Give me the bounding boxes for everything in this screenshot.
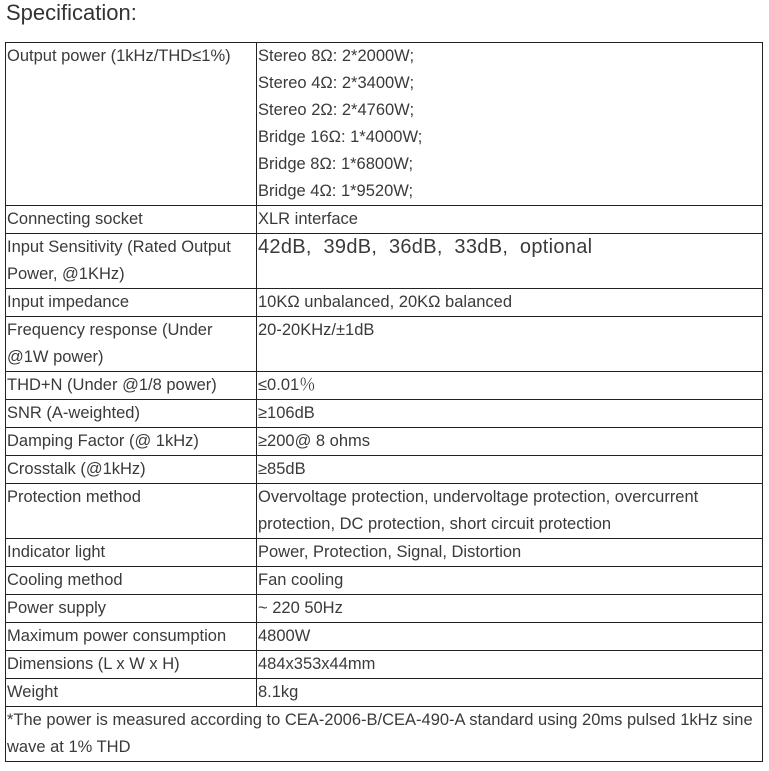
table-row [6, 707, 763, 762]
table-row [6, 567, 763, 595]
table-row [6, 679, 763, 707]
footnote: *The power is measured according to CEA-2006-B/CEA-490-A standard using 20ms pulsed 1kHz sine wave at 1% THD [6, 707, 763, 762]
spec-label-output-power: Output power (1kHz/THD≤1%) [6, 43, 257, 206]
spec-value: ≥106dB [257, 400, 763, 428]
spec-label: Cooling method [6, 567, 257, 595]
spec-label: Power supply [6, 595, 257, 623]
spec-label: Damping Factor (@ 1kHz) [6, 428, 257, 456]
spec-value-output-power [257, 43, 763, 206]
table-row [6, 651, 763, 679]
spec-label: Frequency response (Under @1W power) [6, 317, 257, 372]
spec-label: Indicator light [6, 539, 257, 567]
table-row [6, 623, 763, 651]
output-power-line: Bridge 16Ω: 1*4000W; [258, 128, 423, 146]
spec-label: Input impedance [6, 289, 257, 317]
output-power-line: Stereo 4Ω: 2*3400W; [258, 74, 415, 92]
spec-value: 20-20KHz/±1dB [257, 317, 763, 372]
spec-label: THD+N (Under @1/8 power) [6, 372, 257, 400]
table-row [6, 539, 763, 567]
spec-value: Overvoltage protection, undervoltage protection, overcurrent protection, DC protection, short circuit protection [257, 484, 763, 539]
table-row [6, 484, 763, 539]
table-row [6, 428, 763, 456]
spec-value: ≤0.01％ [257, 372, 763, 400]
spec-value: Fan cooling [257, 567, 763, 595]
table-row [6, 234, 763, 289]
spec-label: Maximum power consumption [6, 623, 257, 651]
output-power-line: Bridge 4Ω: 1*9520W; [258, 182, 414, 200]
spec-value: Power, Protection, Signal, Distortion [257, 539, 763, 567]
spec-value [257, 234, 763, 289]
table-row [6, 456, 763, 484]
table-row [6, 317, 763, 372]
spec-label: Protection method [6, 484, 257, 539]
spec-label: Weight [6, 679, 257, 707]
table-row [6, 400, 763, 428]
table-row [6, 289, 763, 317]
spec-label: Connecting socket [6, 206, 257, 234]
spec-value: 484x353x44mm [257, 651, 763, 679]
spec-value: ~ 220 50Hz [257, 595, 763, 623]
spec-value: XLR interface [257, 206, 763, 234]
table-row [6, 206, 763, 234]
spec-value: 8.1kg [257, 679, 763, 707]
spec-label: Dimensions (L x W x H) [6, 651, 257, 679]
spec-label: Crosstalk (@1kHz) [6, 456, 257, 484]
output-power-line: Stereo 8Ω: 2*2000W; [258, 47, 415, 65]
spec-label: SNR (A-weighted) [6, 400, 257, 428]
spec-value: 10KΩ unbalanced, 20KΩ balanced [257, 289, 763, 317]
spec-value: 4800W [257, 623, 763, 651]
input-sensitivity-values: 42dB, 39dB, 36dB, 33dB, optional [258, 236, 593, 258]
output-power-line: Bridge 8Ω: 1*6800W; [258, 155, 414, 173]
table-row [6, 372, 763, 400]
output-power-line: Stereo 2Ω: 2*4760W; [258, 101, 415, 119]
specification-table [5, 42, 763, 762]
spec-value: ≥200@ 8 ohms [257, 428, 763, 456]
table-row [6, 595, 763, 623]
table-row [6, 43, 763, 206]
page-title: Specification: [6, 0, 137, 25]
spec-value: ≥85dB [257, 456, 763, 484]
spec-label: Input Sensitivity (Rated Output Power, @1KHz) [6, 234, 257, 289]
